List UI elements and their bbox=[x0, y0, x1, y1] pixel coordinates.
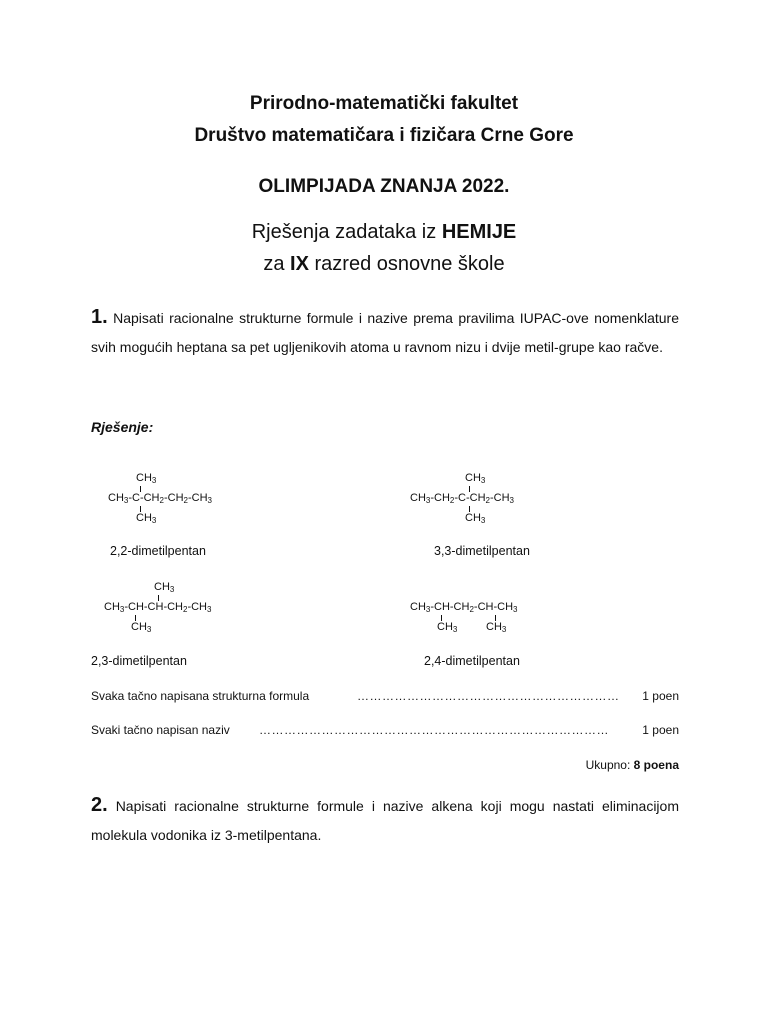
main-chain: $CH_3-CH-CH-CH_2-CH_3$ bbox=[104, 601, 212, 614]
branch-top: $CH_3$ bbox=[136, 472, 157, 485]
society-name: Društvo matematičara i fizičara Crne Gore bbox=[194, 125, 574, 146]
structure-3-3-dimetilpentan bbox=[410, 472, 570, 526]
branch-bottom-right: $CH_3$ bbox=[486, 621, 507, 634]
task2-paragraph bbox=[91, 791, 679, 850]
document-title: OLIMPIJADA ZNANJA 2022. bbox=[258, 176, 510, 197]
scoring-row-formula bbox=[91, 689, 679, 705]
task2-number: 2. bbox=[91, 794, 108, 816]
branch-top: $CH_3$ bbox=[154, 581, 175, 594]
branch-bottom: $CH_3$ bbox=[465, 512, 486, 525]
scoring-label: Svaki tačno napisan naziv bbox=[91, 723, 230, 737]
task1-text: Napisati racionalne strukturne formule i nazive prema pravilima IUPAC-ove nomenklature svih mogućih heptana sa pet ugljenikovih atoma u ravnom nizu i dvije metil-grupe kao račve. bbox=[91, 310, 679, 355]
branch-bottom: $CH_3$ bbox=[131, 621, 152, 634]
task1-number: 1. bbox=[91, 306, 108, 328]
main-chain: $CH_3-C-CH_2-CH_2-CH_3$ bbox=[108, 492, 212, 505]
branch-bottom: $CH_3$ bbox=[136, 512, 157, 525]
subtitle-text: Rješenja zadataka iz bbox=[251, 221, 442, 243]
grade-line bbox=[0, 253, 768, 276]
name-2-2-dimetilpentan: 2,2-dimetilpentan bbox=[110, 544, 206, 558]
task1-paragraph bbox=[91, 303, 679, 362]
scoring-dots: ………………………………………………………………………… bbox=[259, 723, 609, 737]
total-value: 8 poena bbox=[633, 758, 679, 772]
task2-text: Napisati racionalne strukturne formule i nazive alkena koji mogu nastati eliminacijom molekula vodonika iz 3-metilpentana. bbox=[91, 798, 679, 843]
grade-number: IX bbox=[290, 253, 309, 275]
scoring-points: 1 poen bbox=[642, 689, 679, 703]
main-chain: $CH_3-CH_2-C-CH_2-CH_3$ bbox=[410, 492, 514, 505]
faculty-name: Prirodno-matematički fakultet bbox=[249, 93, 519, 114]
structure-2-3-dimetilpentan bbox=[104, 581, 264, 635]
main-chain: $CH_3-CH-CH_2-CH-CH_3$ bbox=[410, 601, 518, 614]
name-3-3-dimetilpentan: 3,3-dimetilpentan bbox=[434, 544, 530, 558]
branch-bottom-left: $CH_3$ bbox=[437, 621, 458, 634]
grade-post: razred osnovne škole bbox=[308, 253, 505, 275]
structure-2-2-dimetilpentan bbox=[108, 472, 268, 526]
structure-2-4-dimetilpentan bbox=[410, 601, 570, 635]
scoring-dots: ……………………………………………………… bbox=[357, 689, 620, 703]
subject-name: HEMIJE bbox=[441, 221, 517, 243]
name-2-4-dimetilpentan: 2,4-dimetilpentan bbox=[424, 654, 520, 668]
branch-top: $CH_3$ bbox=[465, 472, 486, 485]
scoring-points: 1 poen bbox=[642, 723, 679, 737]
name-2-3-dimetilpentan: 2,3-dimetilpentan bbox=[91, 654, 187, 668]
document-subtitle bbox=[0, 221, 768, 244]
scoring-label: Svaka tačno napisana strukturna formula bbox=[91, 689, 310, 703]
grade-pre: za bbox=[263, 253, 291, 275]
total-points bbox=[91, 758, 679, 772]
solution-label: Rješenje: bbox=[91, 419, 154, 435]
scoring-row-name bbox=[91, 723, 679, 739]
total-label: Ukupno: bbox=[585, 758, 634, 772]
